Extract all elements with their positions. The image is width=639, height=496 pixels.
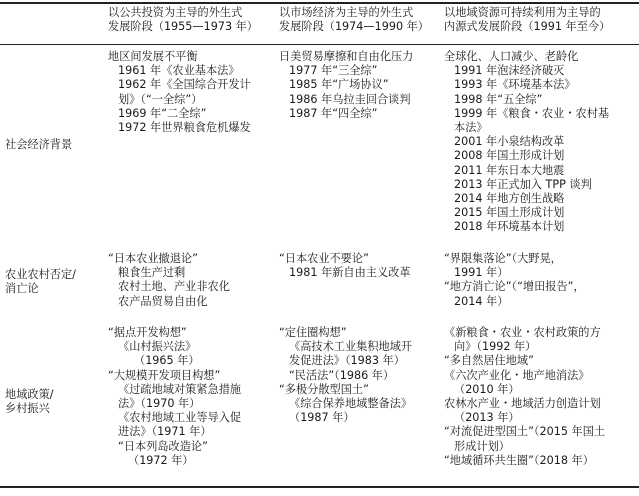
cell-line: “地方消亡论”（“增田报告”， bbox=[444, 280, 585, 294]
cell-line: “定住圈构想” bbox=[279, 326, 347, 339]
cell-line: 《农村地域工业等导入促 bbox=[118, 411, 242, 425]
policy-col3 bbox=[444, 326, 605, 468]
cell-line: 2013 年正式加入 TPP 谈判 bbox=[454, 177, 592, 191]
cell-line: 1998 年“五全综” bbox=[454, 92, 543, 106]
cell-line: 农林水产业・地域活力创造计划 bbox=[444, 397, 601, 411]
cell-line: 《山村振兴法》 bbox=[118, 340, 197, 354]
cell-line: 1991 年） bbox=[454, 266, 509, 280]
cell-line: 2011 年东日本大地震 bbox=[454, 163, 565, 177]
cell-line: 《高技术工业集积地域开 bbox=[289, 340, 413, 354]
cell-line: 1962 年《全国综合开发计 bbox=[118, 78, 251, 92]
cell-line: 1986 年乌拉圭回合谈判 bbox=[289, 92, 411, 106]
header-col3-line: 以地域资源可持续利用为主导的 bbox=[444, 6, 601, 19]
header-col3 bbox=[444, 6, 610, 34]
cell-line: 1991 年泡沫经济破灭 bbox=[454, 64, 565, 78]
negation-col2 bbox=[279, 252, 411, 280]
cell-line: 《新粮食・农业・农村政策的方 bbox=[444, 326, 601, 339]
cell-line: 1969 年“二全综” bbox=[118, 106, 207, 120]
cell-line: 地区间发展不平衡 bbox=[108, 50, 198, 63]
cell-line: 1987 年“四全综” bbox=[289, 106, 378, 120]
header-col1-line: 以公共投资为主导的外生式 bbox=[108, 6, 243, 19]
row-label-line: 消亡论 bbox=[5, 282, 39, 296]
cell-line: 《综合保养地域整备法》 bbox=[289, 397, 413, 411]
cell-line: “据点开发构想” bbox=[108, 326, 187, 339]
header-col2-line: 发展阶段（1974—1990 年） bbox=[279, 20, 429, 34]
header-col3-line: 内源式发展阶段（1991 年至今） bbox=[444, 20, 611, 34]
cell-line: （1987 年） bbox=[289, 411, 355, 425]
cell-line: 全球化、人口减少、老龄化 bbox=[444, 50, 579, 63]
socio-col2 bbox=[279, 50, 413, 121]
cell-line: 2008 年国土形成计划 bbox=[454, 149, 565, 163]
cell-line: 农村土地、产业非农化 bbox=[118, 280, 230, 294]
cell-line: 1977 年“三全综” bbox=[289, 64, 378, 78]
cell-line: “大规模开发项目构想” bbox=[108, 368, 221, 382]
cell-line: “多自然居住地域” bbox=[444, 354, 534, 368]
cell-line: （2010 年） bbox=[454, 382, 520, 396]
cell-line: “日本农业不要论” bbox=[279, 252, 369, 265]
cell-line: “地域循环共生圈”（2018 年） bbox=[444, 453, 594, 467]
cell-line: 《六次产业化・地产地消法》 bbox=[444, 368, 590, 382]
cell-line: （1965 年） bbox=[134, 354, 200, 368]
table-bottom-rule bbox=[0, 486, 639, 488]
row-label-line: 乡村振兴 bbox=[5, 402, 50, 416]
negation-col1 bbox=[108, 252, 230, 309]
header-col2-line: 以市场经济为主导的外生式 bbox=[279, 6, 414, 19]
cell-line: 《过疏地域对策紧急措施 bbox=[118, 382, 242, 396]
socio-col3 bbox=[444, 50, 609, 235]
row-label-socio-economic: 社会经济背景 bbox=[5, 138, 73, 151]
negation-col3 bbox=[444, 252, 585, 309]
cell-line: 2014 年地方创生战略 bbox=[454, 192, 565, 206]
header-col1-line: 发展阶段（1955—1973 年） bbox=[108, 20, 258, 34]
header-bottom-rule bbox=[0, 44, 639, 45]
header-col1 bbox=[108, 6, 258, 34]
policy-col2 bbox=[279, 326, 412, 425]
cell-line: 1961 年《农业基本法》 bbox=[118, 64, 240, 78]
row-label-negation bbox=[5, 268, 76, 296]
cell-line: “对流促进型国土”（2015 年国土 bbox=[444, 425, 606, 439]
cell-line: 2015 年国土形成计划 bbox=[454, 206, 565, 220]
cell-line: 2014 年） bbox=[454, 294, 509, 308]
cell-line: （1972 年） bbox=[128, 453, 194, 467]
cell-line: 2018 年环境基本计划 bbox=[454, 220, 565, 234]
cell-line: 向》（1992 年） bbox=[454, 340, 537, 354]
table-top-rule bbox=[0, 2, 639, 4]
cell-line: 粮食生产过剩 bbox=[118, 266, 186, 280]
cell-line: 1993 年《环境基本法》 bbox=[454, 78, 576, 92]
row-label-policy bbox=[5, 388, 54, 416]
row-label-line: 农业农村否定/ bbox=[5, 268, 76, 281]
socio-col1 bbox=[108, 50, 251, 135]
cell-line: “界限集落论”（大野晃， bbox=[444, 252, 562, 265]
cell-line: 形成计划） bbox=[454, 439, 510, 453]
cell-line: “日本农业撤退论” bbox=[108, 252, 198, 265]
row-label-line: 地域政策/ bbox=[5, 388, 54, 401]
policy-col1 bbox=[108, 326, 241, 468]
cell-line: 日美贸易摩擦和自由化压力 bbox=[279, 50, 414, 63]
cell-line: “民活法”（1986 年） bbox=[289, 368, 395, 382]
cell-line: 本法》 bbox=[454, 121, 488, 135]
cell-line: “多极分散型国土” bbox=[279, 382, 369, 396]
cell-line: 2001 年小泉结构改革 bbox=[454, 135, 565, 149]
cell-line: 1985 年“广场协议” bbox=[289, 78, 389, 92]
cell-line: 发促进法》（1983 年） bbox=[289, 354, 405, 368]
cell-line: （2013 年） bbox=[454, 411, 520, 425]
cell-line: 法》（1970 年） bbox=[118, 397, 201, 411]
cell-line: 进法》（1971 年） bbox=[118, 425, 212, 439]
cell-line: 1999 年《粮食・农业・农村基 bbox=[454, 106, 610, 120]
cell-line: 1981 年新自由主义改革 bbox=[289, 266, 411, 280]
cell-line: 农产品贸易自由化 bbox=[118, 294, 208, 308]
cell-line: 划》（“一全综”） bbox=[118, 92, 203, 106]
cell-line: 1972 年世界粮食危机爆发 bbox=[118, 121, 251, 135]
header-col2 bbox=[279, 6, 429, 34]
cell-line: “日本列岛改造论” bbox=[118, 439, 208, 453]
